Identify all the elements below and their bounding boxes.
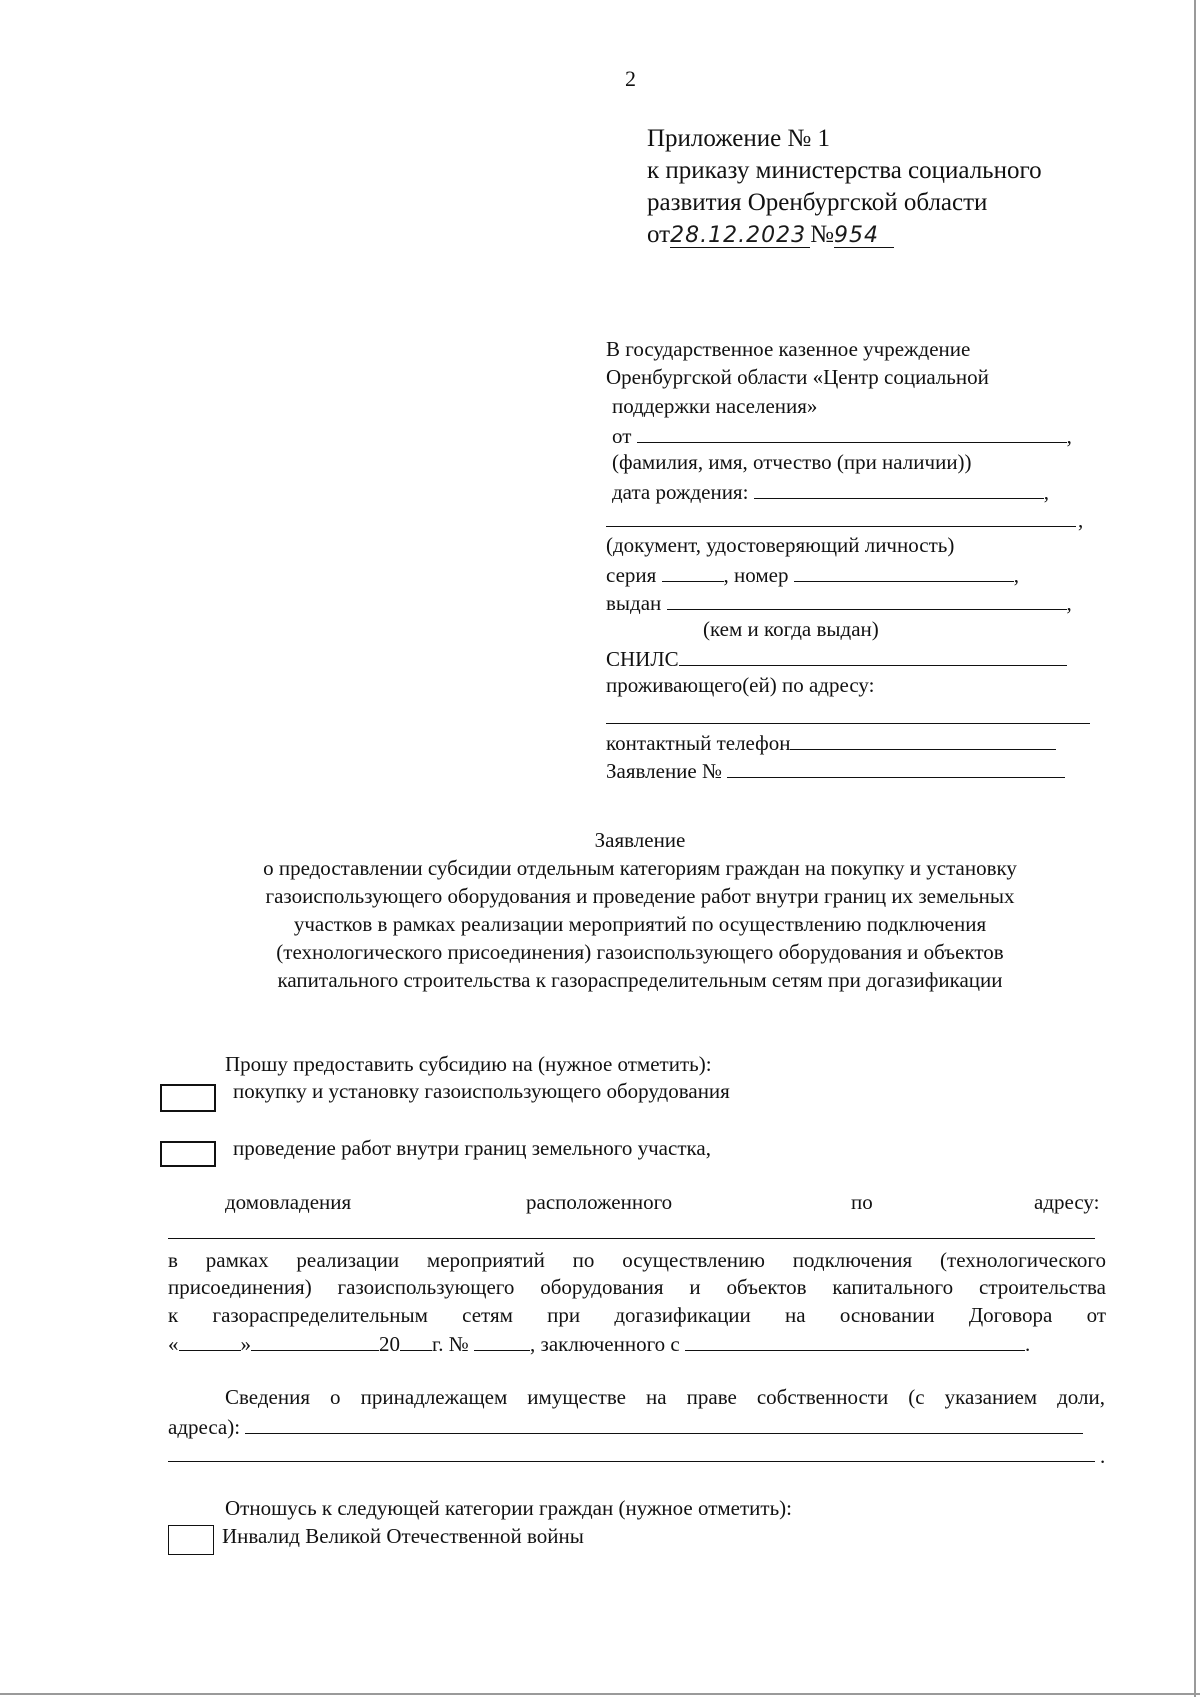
doc-number-field[interactable]: [794, 563, 1014, 582]
issued-label: выдан: [606, 591, 662, 615]
addr-word-4: адресу:: [1034, 1190, 1100, 1214]
appendix-title: Приложение № 1: [647, 125, 831, 152]
title-line-4: (технологического присоединения) газоиспользующего оборудования и объектов: [276, 940, 1004, 964]
contract-party-field[interactable]: [685, 1332, 1025, 1351]
issued-hint: (кем и когда выдан): [703, 617, 879, 641]
contract-number-field[interactable]: [474, 1332, 530, 1351]
household-address-field[interactable]: [168, 1238, 1095, 1239]
snils-field[interactable]: [679, 647, 1067, 666]
phone-label: контактный телефон: [606, 731, 791, 755]
appendix-order-line: к приказу министерства социального: [647, 157, 1042, 184]
checkbox-wwii-invalid[interactable]: [168, 1525, 214, 1555]
property-period: .: [1100, 1444, 1106, 1468]
addr-word-3: по: [851, 1190, 873, 1214]
addressee-line-1: В государственное казенное учреждение: [606, 337, 971, 361]
category-intro: Отношусь к следующей категории граждан (нужное отметить):: [225, 1496, 792, 1520]
number-label: , номер: [723, 563, 789, 587]
property-field-2[interactable]: [168, 1461, 1095, 1462]
fio-hint: (фамилия, имя, отчество (при наличии)): [612, 450, 972, 474]
title-line-3: участков в рамках реализации мероприятий по осуществлению подключения: [293, 912, 987, 936]
contract-para-line-1: в рамках реализации мероприятий по осуществлению подключения (технологического: [168, 1248, 1106, 1272]
residing-label: проживающего(ей) по адресу:: [606, 673, 875, 697]
addr-word-2: расположенного: [526, 1190, 673, 1214]
birth-date-field[interactable]: [754, 480, 1044, 499]
checkbox-works[interactable]: [160, 1141, 216, 1167]
checkbox-equipment[interactable]: [160, 1084, 216, 1112]
fio-field[interactable]: [637, 424, 1067, 443]
request-intro: Прошу предоставить субсидию на (нужное отметить):: [225, 1052, 712, 1076]
contract-day-field[interactable]: [179, 1332, 241, 1351]
title-line-5: капитального строительства к газораспределительным сетям при догазификации: [277, 968, 1003, 992]
identity-comma: ,: [1078, 508, 1084, 532]
option-equipment-label: покупку и установку газоиспользующего оборудования: [233, 1079, 730, 1103]
handwritten-date: 28.12.2023: [670, 225, 810, 248]
addr-word-1: домовладения: [225, 1190, 352, 1214]
series-field[interactable]: [662, 563, 724, 582]
doc-hint: (документ, удостоверяющий личность): [606, 533, 955, 557]
contract-year-field[interactable]: [400, 1332, 432, 1351]
addressee-line-3: поддержки населения»: [612, 394, 818, 418]
scan-right-edge: [1194, 0, 1196, 1697]
address-field[interactable]: [606, 723, 1090, 724]
statement-heading: Заявление: [594, 828, 686, 852]
date-prefix: от: [647, 221, 671, 248]
number-sign: №: [810, 221, 834, 248]
phone-field[interactable]: [790, 731, 1056, 750]
handwritten-order-number: 954: [834, 225, 894, 248]
snils-label: СНИЛС: [606, 647, 679, 671]
statement-no-field[interactable]: [727, 759, 1065, 778]
page-number: 2: [625, 66, 636, 91]
series-row[interactable]: серия , номер ,: [606, 563, 1019, 587]
phone-row[interactable]: [606, 731, 1056, 754]
birth-label: дата рождения:: [612, 480, 749, 504]
issued-row[interactable]: выдан ,: [606, 591, 1072, 615]
property-label: адреса):: [168, 1415, 241, 1439]
contract-para-line-2: присоединения) газоиспользующего оборудования и объектов капитального строительства: [168, 1275, 1106, 1299]
property-field[interactable]: [245, 1415, 1083, 1434]
contract-month-field[interactable]: [251, 1332, 379, 1351]
category-option-1-label: Инвалид Великой Отечественной войны: [222, 1524, 584, 1548]
appendix-date-line: [647, 222, 894, 248]
scan-bottom-edge: [0, 1693, 1200, 1695]
from-label: от: [612, 424, 632, 448]
from-row[interactable]: от ,: [612, 424, 1072, 448]
series-label: серия: [606, 563, 657, 587]
title-line-1: о предоставлении субсидии отдельным категориям граждан на покупку и установку: [263, 856, 1017, 880]
appendix-ministry-line: развития Оренбургской области: [647, 189, 988, 216]
contract-date-row[interactable]: « » 20 г. № , заключенного с .: [168, 1332, 1031, 1356]
title-line-2: газоиспользующего оборудования и проведение работ внутри границ их земельных: [265, 884, 1015, 908]
option-works-label: проведение работ внутри границ земельного участка,: [233, 1136, 711, 1160]
issued-field[interactable]: [667, 591, 1067, 610]
addressee-line-2: Оренбургской области «Центр социальной: [606, 365, 989, 389]
contract-para-line-3: к газораспределительным сетям при догазификации на основании Договора от: [168, 1303, 1106, 1327]
identity-document-field[interactable]: [606, 526, 1076, 527]
statement-no-row[interactable]: [606, 759, 1065, 782]
birth-row[interactable]: дата рождения: ,: [612, 480, 1049, 504]
property-row[interactable]: [168, 1415, 1083, 1438]
snils-row[interactable]: [606, 647, 1067, 670]
property-line-1: Сведения о принадлежащем имуществе на праве собственности (с указанием доли,: [225, 1385, 1105, 1409]
statement-no-label: Заявление №: [606, 759, 723, 783]
